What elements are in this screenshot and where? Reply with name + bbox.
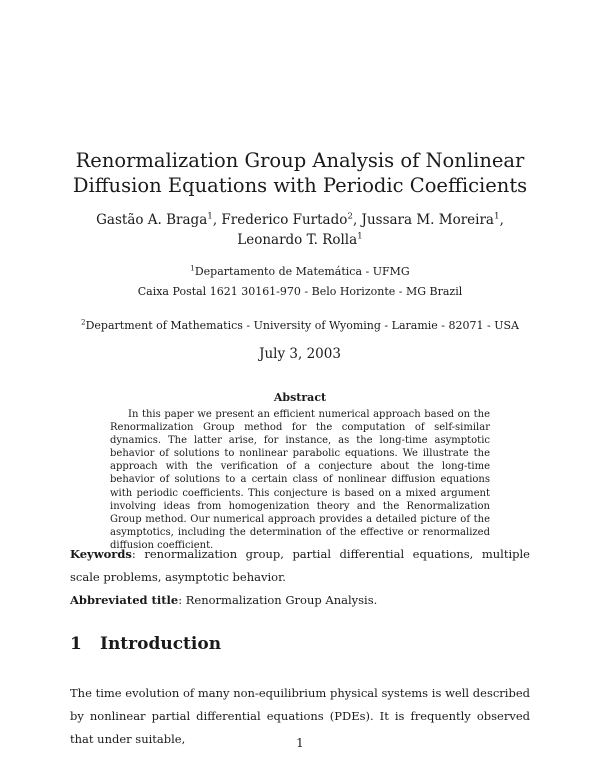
abstract-body: In this paper we present an efficient numerical approach based on the Renormalization Group method for the computation of self-similar dynamics. The latter arise, for instance, as the long-time asymptotic behavior of solutions to nonlinear parabolic equations. We illustrate the approach with the verification of a conjecture about the long-time behavior of solutions to a certain class of nonlinear diffusion equations with periodic coefficients. This conjecture is based on a mixed argument involving ideas from homogenization theory and the Renormalization Group method. Our numerical approach provides a detailed picture of the asymptotics, including the determination of the effective or renormalized diffusion coefficient. [110,409,490,551]
abbreviated-title-label: Abbreviated title [70,593,179,607]
section-number: 1 [70,634,82,654]
author-list [0,210,600,250]
page-number: 1 [296,736,304,750]
section-title: Introduction [100,634,222,654]
abstract-heading: Abstract [273,391,327,404]
abbreviated-title-paragraph [70,589,530,612]
affiliation-1 [0,262,600,302]
abbreviated-title-text: : Renormalization Group Analysis. [178,593,378,607]
author-2-affil: 2 [347,211,353,222]
paper-title [0,148,600,198]
author-4: Leonardo T. Rolla [237,232,358,248]
affiliation-2-name: Department of Mathematics - University of Wyoming - Laramie - 82071 - USA [85,319,519,332]
authors-line-1: Gastão A. Braga$^1$, Frederico Furtado$^2$, Jussara M. Moreira$^1$, [96,211,504,228]
author-1: Gastão A. Braga [96,212,208,228]
introduction-paragraph: The time evolution of many non-equilibrium physical systems is well described by nonlinear partial differential equations (PDEs). It is frequently observed that under suitable, [70,686,530,746]
author-3-affil: 1 [493,211,500,222]
affiliation-1-name: Departamento de Matemática - UFMG [194,265,410,278]
publication-date: July 3, 2003 [259,346,341,362]
title-line-2: Diffusion Equations with Periodic Coefficients [72,174,528,197]
affiliation-2 [0,316,600,336]
keywords-label: Keywords [70,547,132,561]
author-4-affil: 1 [357,231,363,242]
section-heading [70,634,221,654]
affiliation-1-sup: 1 [190,263,195,273]
title-line-1: Renormalization Group Analysis of Nonlinear [75,149,525,172]
affiliation-2-sup: 2 [81,317,86,327]
keywords-text: : renormalization group, partial differential equations, multiple scale problems, asymptotic behavior. [70,547,530,584]
keywords-paragraph [70,543,530,589]
author-1-affil: 1 [207,211,213,222]
author-2: Frederico Furtado [221,212,348,228]
affiliation-1-address: Caixa Postal 1621 30161-970 - Belo Horizonte - MG Brazil [137,285,463,298]
authors-line-2 [0,230,600,250]
affiliation-1-line-1 [0,262,600,282]
author-3: Jussara M. Moreira [361,212,494,228]
